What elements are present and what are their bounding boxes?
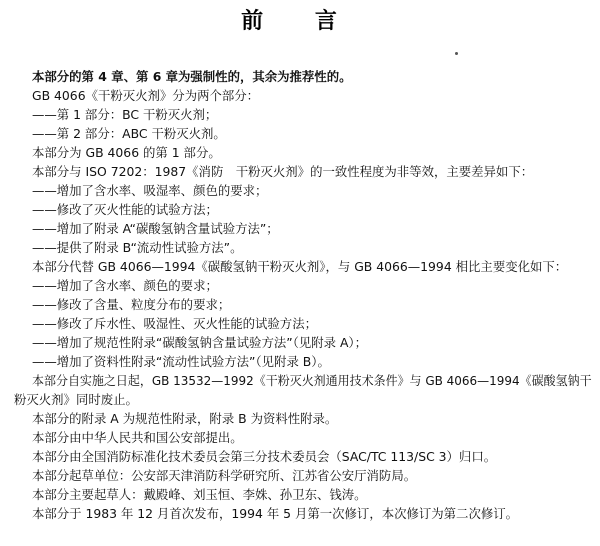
paragraph-line: 本部分由中华人民共和国公安部提出。 xyxy=(32,430,243,445)
paragraph-line: 本部分的第 4 章、第 6 章为强制性的，其余为推荐性的。 xyxy=(32,69,352,84)
list-item: ——增加了含水率、吸湿率、颜色的要求； xyxy=(32,183,268,198)
paragraph-line: 本部分自实施之日起，GB 13532—1992《干粉灭火剂通用技术条件》与 GB 4066—1994《碳酸氢钠干 xyxy=(32,373,592,388)
paragraph-line: 本部分于 1983 年 12 月首次发布，1994 年 5 月第一次修订，本次修订为第二次修订。 xyxy=(32,506,519,521)
list-item: ——修改了灭火性能的试验方法； xyxy=(32,202,218,217)
paragraph-line: 本部分与 ISO 7202：1987《消防 干粉灭火剂》的一致性程度为非等效，主要差异如下： xyxy=(32,164,534,179)
list-item: ——第 2 部分：ABC 干粉灭火剂。 xyxy=(32,126,226,141)
list-item: ——增加了规范性附录“碳酸氢钠含量试验方法”（见附录 A）； xyxy=(32,335,368,350)
page-title: 前 言 xyxy=(241,9,359,34)
list-item: ——第 1 部分：BC 干粉灭火剂； xyxy=(32,107,218,122)
paragraph-line: 粉灭火剂》同时废止。 xyxy=(14,392,138,407)
list-item: ——修改了含量、粒度分布的要求； xyxy=(32,297,231,312)
paragraph-line: 本部分为 GB 4066 的第 1 部分。 xyxy=(32,145,221,160)
paragraph-line: 本部分由全国消防标准化技术委员会第三分技术委员会（SAC/TC 113/SC 3）归口。 xyxy=(32,449,497,464)
paragraph-line: 本部分代替 GB 4066—1994《碳酸氢钠干粉灭火剂》，与 GB 4066—1994 相比主要变化如下： xyxy=(32,259,568,274)
list-item: ——修改了斥水性、吸湿性、灭火性能的试验方法； xyxy=(32,316,317,331)
scan-speck xyxy=(455,52,458,55)
list-item: ——提供了附录 B“流动性试验方法”。 xyxy=(32,240,243,255)
paragraph-line: 本部分起草单位：公安部天津消防科学研究所、江苏省公安厅消防局。 xyxy=(32,468,417,483)
list-item: ——增加了含水率、颜色的要求； xyxy=(32,278,218,293)
paragraph-line: 本部分的附录 A 为规范性附录，附录 B 为资料性附录。 xyxy=(32,411,338,426)
paragraph-line: 本部分主要起草人：戴殿峰、刘玉恒、李姝、孙卫东、钱涛。 xyxy=(32,487,367,502)
list-item: ——增加了附录 A“碳酸氢钠含量试验方法”； xyxy=(32,221,279,236)
paragraph-line: GB 4066《干粉灭火剂》分为两个部分： xyxy=(32,88,260,103)
list-item: ——增加了资料性附录“流动性试验方法”（见附录 B）。 xyxy=(32,354,330,369)
